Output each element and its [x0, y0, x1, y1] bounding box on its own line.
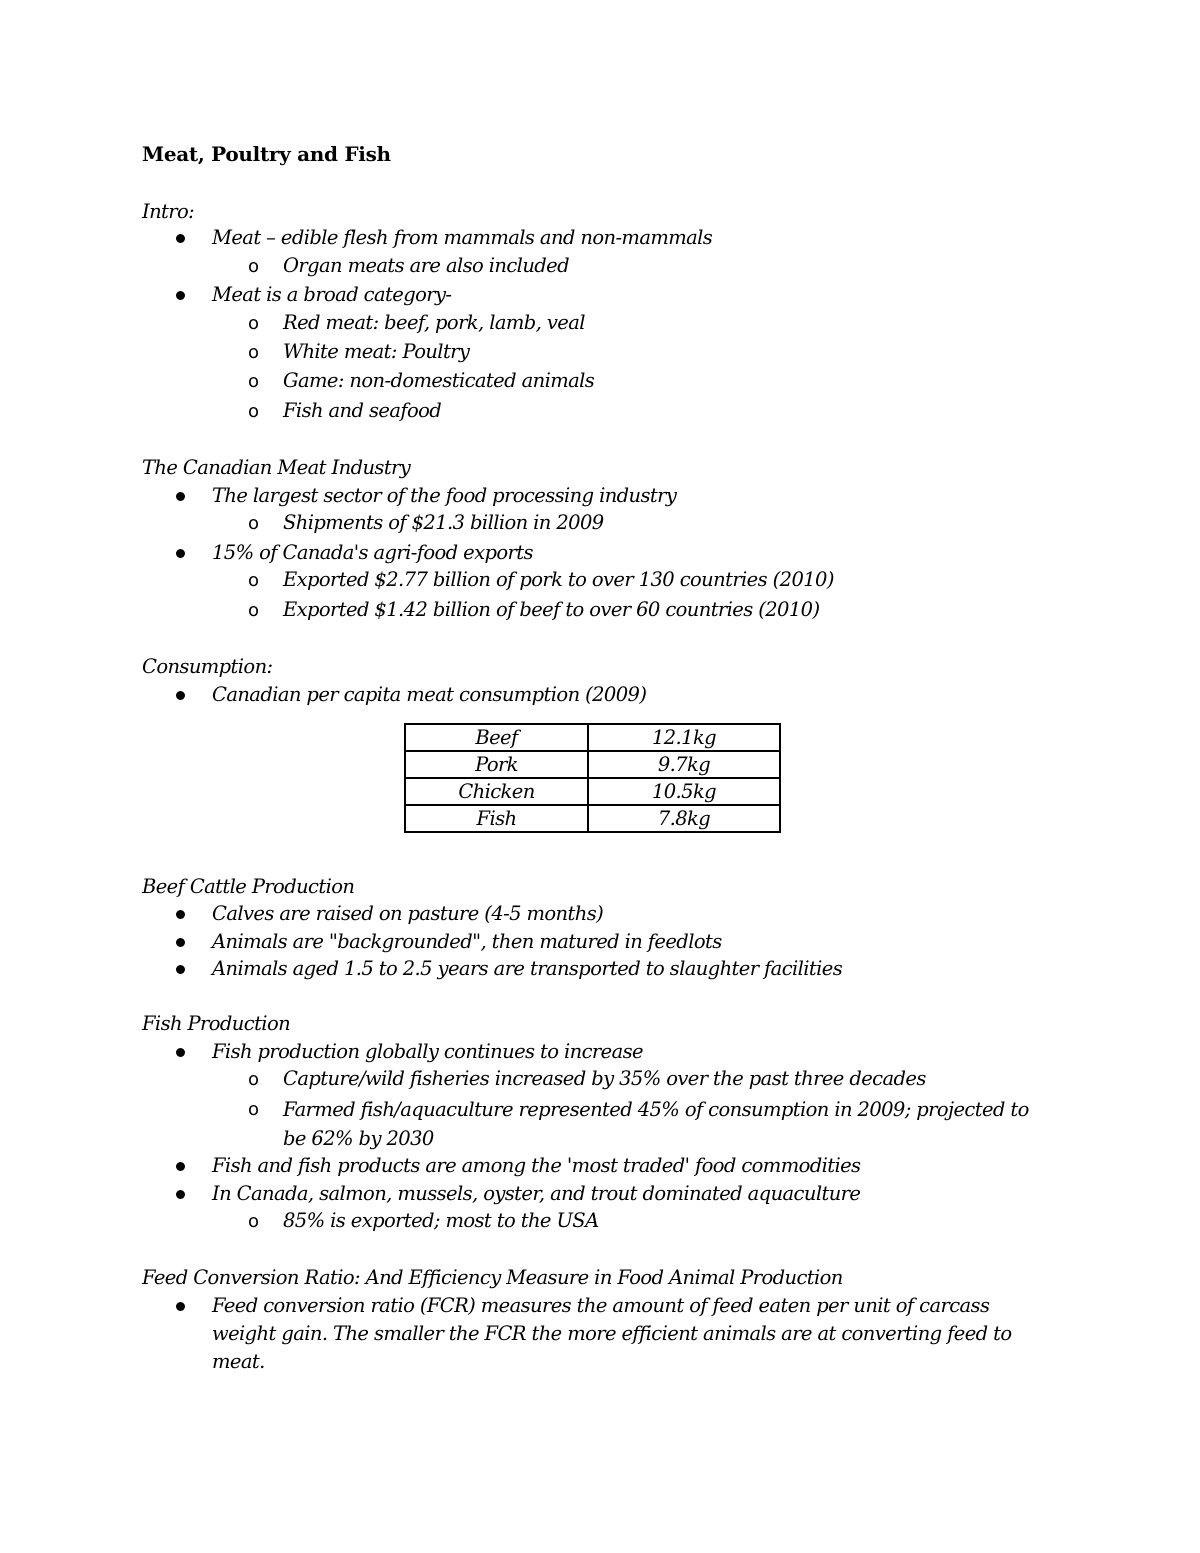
sub-bullet-icon: o	[248, 513, 260, 534]
sub-bullet-icon: o	[248, 1069, 260, 1090]
list-item: Farmed fish/aquaculture represented 45% of consumption in 2009; projected to be 62% by 2030	[283, 1098, 1029, 1150]
list-item: The largest sector of the food processing industry	[212, 484, 677, 507]
table-row	[405, 778, 780, 805]
table-row	[405, 751, 780, 778]
list-item: Game: non-domesticated animals	[283, 369, 595, 392]
list-item: Fish and seafood	[283, 399, 442, 422]
bullet-icon	[176, 1162, 185, 1171]
list-item: Animals aged 1.5 to 2.5 years are transported to slaughter facilities	[212, 957, 843, 980]
table-cell-meat: Fish	[405, 805, 588, 832]
section-heading-fish: Fish Production	[142, 1012, 291, 1035]
list-item: Fish production globally continues to increase	[212, 1040, 643, 1063]
list-item: Red meat: beef, pork, lamb, veal	[283, 311, 585, 334]
bullet-icon	[176, 492, 185, 501]
section-heading-intro: Intro:	[142, 200, 195, 223]
bullet-icon	[176, 291, 185, 300]
list-item: Animals are "backgrounded", then matured in feedlots	[212, 930, 722, 953]
bullet-icon	[176, 1048, 185, 1057]
table-row	[405, 724, 780, 751]
bullet-icon	[176, 965, 185, 974]
table-cell-amount: 9.7kg	[588, 751, 780, 778]
table-cell-amount: 7.8kg	[588, 805, 780, 832]
sub-bullet-icon: o	[248, 1099, 260, 1120]
table-cell-amount: 12.1kg	[588, 724, 780, 751]
list-item: Canadian per capita meat consumption (2009)	[212, 683, 647, 706]
sub-bullet-icon: o	[248, 342, 260, 363]
table-row	[405, 805, 780, 832]
table-cell-meat: Beef	[405, 724, 588, 751]
sub-bullet-icon: o	[248, 570, 260, 591]
consumption-table	[404, 723, 781, 833]
list-item: White meat: Poultry	[283, 340, 470, 363]
bullet-icon	[176, 1190, 185, 1199]
bullet-icon	[176, 910, 185, 919]
list-item: Calves are raised on pasture (4-5 months)	[212, 902, 604, 925]
sub-bullet-icon: o	[248, 600, 260, 621]
page-title: Meat, Poultry and Fish	[142, 142, 391, 166]
list-item: 85% is exported; most to the USA	[283, 1209, 599, 1232]
list-item: Capture/wild fisheries increased by 35% over the past three decades	[283, 1067, 926, 1090]
list-item: Fish and fish products are among the 'most traded' food commodities	[212, 1154, 861, 1177]
table-cell-meat: Pork	[405, 751, 588, 778]
table-cell-meat: Chicken	[405, 778, 588, 805]
bullet-icon	[176, 938, 185, 947]
bullet-icon	[176, 1302, 185, 1311]
section-heading-beef: Beef Cattle Production	[142, 875, 355, 898]
table-cell-amount: 10.5kg	[588, 778, 780, 805]
list-item: Meat – edible flesh from mammals and non-mammals	[212, 226, 713, 249]
bullet-icon	[176, 549, 185, 558]
list-item: Exported $2.77 billion of pork to over 130 countries (2010)	[283, 568, 834, 591]
list-item: Shipments of $21.3 billion in 2009	[283, 511, 604, 534]
list-item: Meat is a broad category-	[212, 283, 452, 306]
bullet-icon	[176, 691, 185, 700]
list-item: Organ meats are also included	[283, 254, 569, 277]
section-heading-consumption: Consumption:	[142, 655, 273, 678]
section-heading-fcr: Feed Conversion Ratio: And Efficiency Measure in Food Animal Production	[142, 1266, 843, 1289]
sub-bullet-icon: o	[248, 313, 260, 334]
list-item: Feed conversion ratio (FCR) measures the amount of feed eaten per unit of carcass weight gain. The smaller the FCR the more efficient animals are at converting feed to meat.	[212, 1294, 1012, 1373]
list-item: 15% of Canada's agri-food exports	[212, 541, 533, 564]
list-item: Exported $1.42 billion of beef to over 60 countries (2010)	[283, 598, 820, 621]
sub-bullet-icon: o	[248, 401, 260, 422]
list-item: In Canada, salmon, mussels, oyster, and trout dominated aquaculture	[212, 1182, 861, 1205]
bullet-icon	[176, 234, 185, 243]
section-heading-industry: The Canadian Meat Industry	[142, 456, 411, 479]
sub-bullet-icon: o	[248, 1211, 260, 1232]
sub-bullet-icon: o	[248, 256, 260, 277]
sub-bullet-icon: o	[248, 371, 260, 392]
